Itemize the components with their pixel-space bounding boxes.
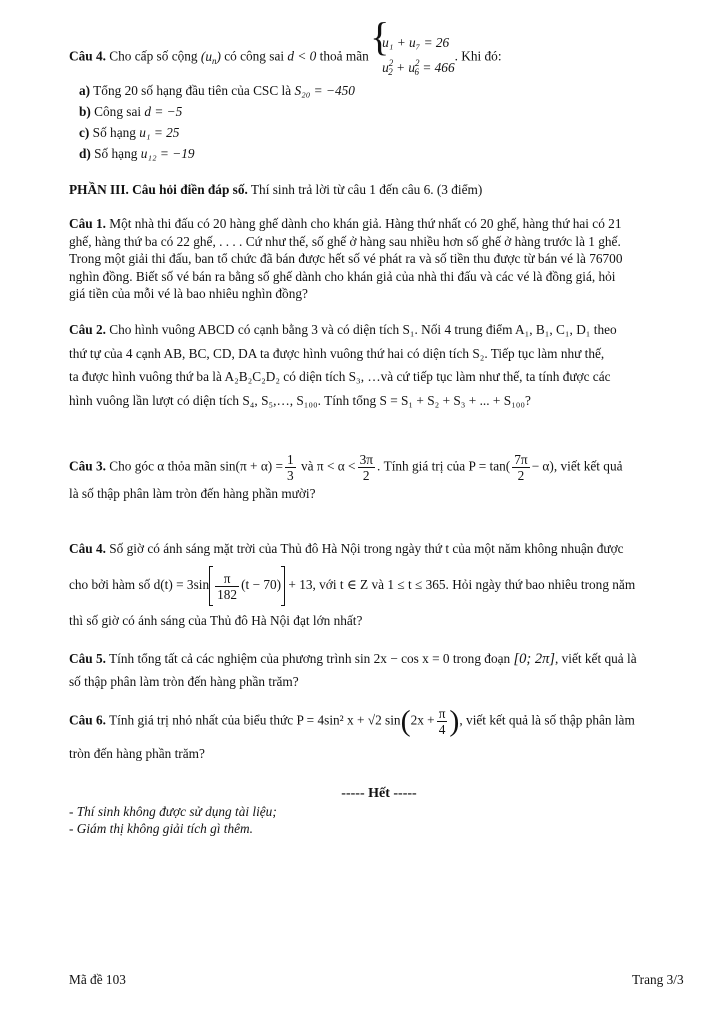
- question-label: Câu 4.: [69, 541, 106, 556]
- option-d: d) Số hạng u₁₂ = −19: [79, 146, 195, 161]
- question-6: Câu 6. Tính giá trị nhỏ nhất của biểu thức P = 4sin² x + √2 sin(2x + $\frac{\pi}{4}$ ), viết kết quả là số thập phân làm tròn đến hàng phần trăm?: [69, 704, 635, 761]
- notes: - Thí sinh không được sử dụng tài liệu; - Giám thị không giải tích gì thêm.: [69, 804, 277, 836]
- question-label: Câu 6.: [69, 712, 106, 728]
- part3-heading: PHẦN III. Câu hỏi điền đáp số. Thí sinh trả lời từ câu 1 đến câu 6. (3 điểm): [69, 182, 483, 197]
- option-a: a) Tổng 20 số hạng đầu tiên của CSC là S₂₀ = −450: [79, 83, 355, 98]
- question-label: Câu 1.: [69, 216, 106, 231]
- footer-page-number: Trang 3/3: [632, 972, 684, 987]
- cau4-top-question: Câu 4. Cho cấp số cộng $(u_n)$ có công sai d < 0 thoả mãn { u₁ + u₇ = 26 $u^2_2 + u^2_6 = 466$ . Khi đó:: [69, 32, 689, 83]
- option-b: b) Công sai d = −5: [79, 104, 183, 119]
- question-label: Câu 5.: [69, 651, 106, 666]
- question-label: Câu 3.: [69, 458, 106, 474]
- equation-system: { u₁ + u₇ = 26 $u^2_2 + u^2_6 = 466$: [372, 32, 455, 83]
- question-5: Câu 5. Tính tổng tất cả các nghiệm của phương trình sin 2x − cos x = 0 trong đoạn [0; 2π], viết kết quả là số thập phân làm tròn đến hàng phần trăm?: [69, 651, 637, 689]
- end-mark: ----- Hết -----: [341, 786, 417, 801]
- question-4: Câu 4. Số giờ có ánh sáng mặt trời của Thủ đô Hà Nội trong ngày thứ t của một năm không nhuận được cho bởi hàm số d(t) = 3sin $\frac{\pi}{182}$ (t − 70) + 13, với t ∈ Z và 1 ≤ t ≤ 365. Hỏi ngày thứ bao nhiêu trong năm thì số giờ có ánh sáng của Thủ đô Hà Nội đạt lớn nhất?: [69, 541, 636, 628]
- footer-exam-code: Mã đề 103: [69, 972, 126, 987]
- question-label: Câu 2.: [69, 322, 106, 337]
- option-c: c) Số hạng u₁ = 25: [79, 125, 180, 140]
- question-3: Câu 3. Cho góc α thỏa mãn sin(π + α) = $\frac{1}{3}$ và π < α < $\frac{3\pi}{2}$ . Tính giá trị của P = tan( $\frac{7\pi}{2}$ − α), viết kết quả là số thập phân làm tròn đến hàng phần mười?: [69, 452, 623, 501]
- question-label: Câu 4.: [69, 48, 106, 64]
- question-1: Câu 1. Một nhà thi đấu có 20 hàng ghế dành cho khán giả. Hàng thứ nhất có 20 ghế, hàng thứ hai có 21 ghế, hàng thứ ba có 22 ghế, . . . . Cứ như thế, số ghế ở hàng sau nhiều hơn số ghế ở hàng trước là 1 ghế. Trong một giải thi đấu, ban tổ chức đã bán được hết số vé phát ra và số tiền thu được từ bán vé là 76700 nghìn đồng. Biết số vé bán ra bằng số ghế dành cho khán giả của nhà thi đấu và các vé là đồng giá, hỏi giá tiền của mỗi vé là bao nhiêu nghìn đồng?: [69, 216, 623, 301]
- question-2: Câu 2. Cho hình vuông ABCD có cạnh bằng 3 và có diện tích S₁. Nối 4 trung điểm A₁, B₁, C₁, D₁ theo thứ tự của 4 cạnh AB, BC, CD, DA ta được hình vuông thứ hai có diện tích S₂. Tiếp tục làm như thế, ta được hình vuông thứ ba là A₂B₂C₂D₂ có diện tích S₃, …và cứ tiếp tục làm như thế, ta tính được các hình vuông lần lượt có diện tích S₄, S₅,…, S₁₀₀. Tính tổng S = S₁ + S₂ + S₃ + ... + S₁₀₀?: [69, 322, 617, 408]
